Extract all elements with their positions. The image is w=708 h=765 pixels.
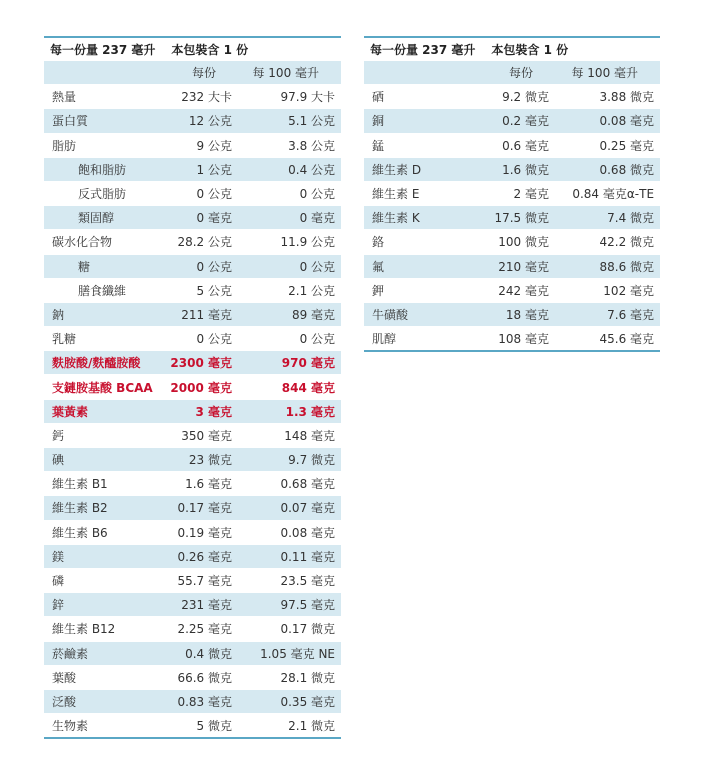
amount-per-serving: 0.6 毫克 bbox=[482, 133, 555, 157]
amount-per-100ml: 0.25 毫克 bbox=[555, 133, 660, 157]
nutrient-row bbox=[44, 109, 341, 133]
amount-per-100ml: 3.8 公克 bbox=[238, 133, 341, 157]
amount-per-serving: 2000 毫克 bbox=[162, 375, 238, 399]
amount-per-100ml: 0.11 毫克 bbox=[238, 544, 341, 568]
nutrient-name: 鉀 bbox=[364, 278, 482, 302]
nutrient-row bbox=[364, 109, 660, 133]
amount-per-serving: 23 微克 bbox=[162, 448, 238, 472]
amount-per-serving: 242 毫克 bbox=[482, 278, 555, 302]
nutrient-row bbox=[44, 157, 341, 181]
nutrient-row bbox=[364, 133, 660, 157]
nutrient-name: 膳食纖維 bbox=[44, 278, 162, 302]
amount-per-100ml: 0 公克 bbox=[238, 181, 341, 205]
amount-per-serving: 108 毫克 bbox=[482, 327, 555, 352]
nutrient-name: 鎂 bbox=[44, 544, 162, 568]
amount-per-serving: 12 公克 bbox=[162, 109, 238, 133]
nutrient-name: 蛋白質 bbox=[44, 109, 162, 133]
nutrient-row bbox=[44, 327, 341, 351]
nutrient-row bbox=[44, 568, 341, 592]
nutrient-row bbox=[44, 206, 341, 230]
column-header-row bbox=[44, 61, 341, 85]
nutrient-name: 維生素 B6 bbox=[44, 520, 162, 544]
nutrient-row bbox=[44, 496, 341, 520]
amount-per-serving: 3 毫克 bbox=[162, 399, 238, 423]
amount-per-100ml: 45.6 毫克 bbox=[555, 327, 660, 352]
amount-per-100ml: 88.6 微克 bbox=[555, 254, 660, 278]
servings-per-pack: 本包裝含 1 份 bbox=[491, 43, 569, 57]
amount-per-100ml: 0.35 毫克 bbox=[238, 689, 341, 713]
amount-per-100ml: 0.08 毫克 bbox=[555, 109, 660, 133]
nutrient-name: 糖 bbox=[44, 254, 162, 278]
nutrient-row bbox=[364, 85, 660, 109]
amount-per-serving: 55.7 毫克 bbox=[162, 568, 238, 592]
amount-per-serving: 17.5 微克 bbox=[482, 206, 555, 230]
nutrient-name: 碘 bbox=[44, 448, 162, 472]
nutrient-name: 肌醇 bbox=[364, 327, 482, 352]
amount-per-100ml: 3.88 微克 bbox=[555, 85, 660, 109]
amount-per-100ml: 0.84 毫克α-TE bbox=[555, 181, 660, 205]
nutrition-table-right bbox=[364, 36, 660, 352]
amount-per-serving: 231 毫克 bbox=[162, 593, 238, 617]
nutrient-row bbox=[44, 593, 341, 617]
amount-per-serving: 0.26 毫克 bbox=[162, 544, 238, 568]
nutrient-row bbox=[44, 302, 341, 326]
column-header-per-serving: 每份 bbox=[482, 61, 555, 85]
nutrient-name: 鈣 bbox=[44, 423, 162, 447]
amount-per-serving: 9 公克 bbox=[162, 133, 238, 157]
nutrient-name: 葉黃素 bbox=[44, 399, 162, 423]
nutrient-name: 維生素 B2 bbox=[44, 496, 162, 520]
amount-per-serving: 5 微克 bbox=[162, 714, 238, 739]
nutrient-row bbox=[44, 399, 341, 423]
nutrient-name: 磷 bbox=[44, 568, 162, 592]
nutrient-name: 牛磺酸 bbox=[364, 302, 482, 326]
nutrient-row bbox=[364, 230, 660, 254]
amount-per-100ml: 7.6 毫克 bbox=[555, 302, 660, 326]
amount-per-100ml: 7.4 微克 bbox=[555, 206, 660, 230]
serving-size: 每一份量 237 毫升 bbox=[370, 43, 476, 57]
amount-per-serving: 1.6 微克 bbox=[482, 157, 555, 181]
nutrient-name: 類固醇 bbox=[44, 206, 162, 230]
amount-per-100ml: 0.68 毫克 bbox=[238, 472, 341, 496]
amount-per-serving: 2300 毫克 bbox=[162, 351, 238, 375]
amount-per-100ml: 0 公克 bbox=[238, 254, 341, 278]
amount-per-serving: 9.2 微克 bbox=[482, 85, 555, 109]
column-header-blank bbox=[364, 61, 482, 85]
amount-per-100ml: 23.5 毫克 bbox=[238, 568, 341, 592]
nutrient-row bbox=[44, 351, 341, 375]
amount-per-serving: 0 毫克 bbox=[162, 206, 238, 230]
nutrient-row bbox=[44, 617, 341, 641]
nutrient-row bbox=[44, 714, 341, 739]
amount-per-serving: 0.83 毫克 bbox=[162, 689, 238, 713]
nutrient-name: 維生素 K bbox=[364, 206, 482, 230]
nutrient-row bbox=[44, 375, 341, 399]
amount-per-100ml: 0.08 毫克 bbox=[238, 520, 341, 544]
nutrient-row bbox=[44, 85, 341, 109]
serving-header-row bbox=[44, 37, 341, 61]
amount-per-serving: 1.6 毫克 bbox=[162, 472, 238, 496]
nutrient-name: 鈉 bbox=[44, 302, 162, 326]
nutrient-row bbox=[44, 423, 341, 447]
nutrient-name: 硒 bbox=[364, 85, 482, 109]
amount-per-serving: 0.4 微克 bbox=[162, 641, 238, 665]
nutrient-row bbox=[44, 520, 341, 544]
amount-per-serving: 28.2 公克 bbox=[162, 230, 238, 254]
amount-per-serving: 2.25 毫克 bbox=[162, 617, 238, 641]
nutrient-row bbox=[364, 181, 660, 205]
nutrient-row bbox=[44, 665, 341, 689]
amount-per-100ml: 148 毫克 bbox=[238, 423, 341, 447]
nutrient-name: 支鏈胺基酸 BCAA bbox=[44, 375, 162, 399]
nutrient-name: 熱量 bbox=[44, 85, 162, 109]
amount-per-serving: 18 毫克 bbox=[482, 302, 555, 326]
amount-per-100ml: 28.1 微克 bbox=[238, 665, 341, 689]
nutrient-name: 反式脂肪 bbox=[44, 181, 162, 205]
amount-per-100ml: 89 毫克 bbox=[238, 302, 341, 326]
nutrient-name: 碳水化合物 bbox=[44, 230, 162, 254]
nutrient-row bbox=[44, 472, 341, 496]
amount-per-100ml: 5.1 公克 bbox=[238, 109, 341, 133]
amount-per-100ml: 844 毫克 bbox=[238, 375, 341, 399]
column-header-blank bbox=[44, 61, 162, 85]
nutrient-row bbox=[364, 254, 660, 278]
amount-per-serving: 211 毫克 bbox=[162, 302, 238, 326]
serving-header-row bbox=[364, 37, 660, 61]
amount-per-serving: 0.19 毫克 bbox=[162, 520, 238, 544]
nutrient-name: 維生素 B12 bbox=[44, 617, 162, 641]
amount-per-100ml: 0.07 毫克 bbox=[238, 496, 341, 520]
nutrient-name: 菸鹼素 bbox=[44, 641, 162, 665]
amount-per-serving: 0 公克 bbox=[162, 181, 238, 205]
amount-per-serving: 232 大卡 bbox=[162, 85, 238, 109]
nutrient-name: 飽和脂肪 bbox=[44, 157, 162, 181]
nutrient-name: 銅 bbox=[364, 109, 482, 133]
amount-per-100ml: 11.9 公克 bbox=[238, 230, 341, 254]
amount-per-100ml: 1.05 毫克 NE bbox=[238, 641, 341, 665]
nutrient-row bbox=[44, 181, 341, 205]
nutrition-table-left bbox=[44, 36, 341, 739]
nutrient-row bbox=[364, 327, 660, 352]
column-header-per-100ml: 每 100 毫升 bbox=[555, 61, 660, 85]
amount-per-serving: 0 公克 bbox=[162, 254, 238, 278]
amount-per-100ml: 0 毫克 bbox=[238, 206, 341, 230]
amount-per-100ml: 1.3 毫克 bbox=[238, 399, 341, 423]
nutrient-name: 泛酸 bbox=[44, 689, 162, 713]
serving-info bbox=[364, 37, 660, 61]
nutrient-name: 生物素 bbox=[44, 714, 162, 739]
amount-per-100ml: 0.68 微克 bbox=[555, 157, 660, 181]
amount-per-100ml: 97.9 大卡 bbox=[238, 85, 341, 109]
amount-per-100ml: 2.1 微克 bbox=[238, 714, 341, 739]
amount-per-100ml: 0.4 公克 bbox=[238, 157, 341, 181]
amount-per-100ml: 2.1 公克 bbox=[238, 278, 341, 302]
servings-per-pack: 本包裝含 1 份 bbox=[171, 43, 249, 57]
nutrient-row bbox=[44, 544, 341, 568]
nutrient-row bbox=[44, 133, 341, 157]
nutrient-row bbox=[44, 689, 341, 713]
nutrient-name: 維生素 E bbox=[364, 181, 482, 205]
amount-per-100ml: 102 毫克 bbox=[555, 278, 660, 302]
amount-per-serving: 2 毫克 bbox=[482, 181, 555, 205]
nutrient-name: 維生素 B1 bbox=[44, 472, 162, 496]
amount-per-100ml: 0.17 微克 bbox=[238, 617, 341, 641]
amount-per-100ml: 9.7 微克 bbox=[238, 448, 341, 472]
nutrient-row bbox=[364, 206, 660, 230]
nutrient-name: 葉酸 bbox=[44, 665, 162, 689]
nutrient-row bbox=[364, 157, 660, 181]
nutrient-name: 乳糖 bbox=[44, 327, 162, 351]
amount-per-100ml: 0 公克 bbox=[238, 327, 341, 351]
amount-per-serving: 66.6 微克 bbox=[162, 665, 238, 689]
serving-info bbox=[44, 37, 341, 61]
nutrient-row bbox=[44, 278, 341, 302]
nutrient-row bbox=[364, 302, 660, 326]
nutrient-row bbox=[44, 641, 341, 665]
serving-size: 每一份量 237 毫升 bbox=[50, 43, 156, 57]
nutrient-row bbox=[44, 254, 341, 278]
amount-per-serving: 210 毫克 bbox=[482, 254, 555, 278]
nutrient-name: 鉻 bbox=[364, 230, 482, 254]
column-header-per-100ml: 每 100 毫升 bbox=[238, 61, 341, 85]
nutrient-name: 鋅 bbox=[44, 593, 162, 617]
amount-per-100ml: 42.2 微克 bbox=[555, 230, 660, 254]
column-header-row bbox=[364, 61, 660, 85]
nutrient-name: 錳 bbox=[364, 133, 482, 157]
amount-per-serving: 5 公克 bbox=[162, 278, 238, 302]
nutrient-row bbox=[44, 448, 341, 472]
amount-per-serving: 100 微克 bbox=[482, 230, 555, 254]
nutrient-name: 脂肪 bbox=[44, 133, 162, 157]
amount-per-serving: 1 公克 bbox=[162, 157, 238, 181]
nutrient-name: 麩胺酸/麩醯胺酸 bbox=[44, 351, 162, 375]
nutrient-name: 氟 bbox=[364, 254, 482, 278]
amount-per-100ml: 970 毫克 bbox=[238, 351, 341, 375]
nutrient-row bbox=[364, 278, 660, 302]
nutrient-name: 維生素 D bbox=[364, 157, 482, 181]
amount-per-serving: 0.2 毫克 bbox=[482, 109, 555, 133]
column-header-per-serving: 每份 bbox=[162, 61, 238, 85]
nutrient-row bbox=[44, 230, 341, 254]
amount-per-serving: 0.17 毫克 bbox=[162, 496, 238, 520]
amount-per-100ml: 97.5 毫克 bbox=[238, 593, 341, 617]
amount-per-serving: 0 公克 bbox=[162, 327, 238, 351]
amount-per-serving: 350 毫克 bbox=[162, 423, 238, 447]
